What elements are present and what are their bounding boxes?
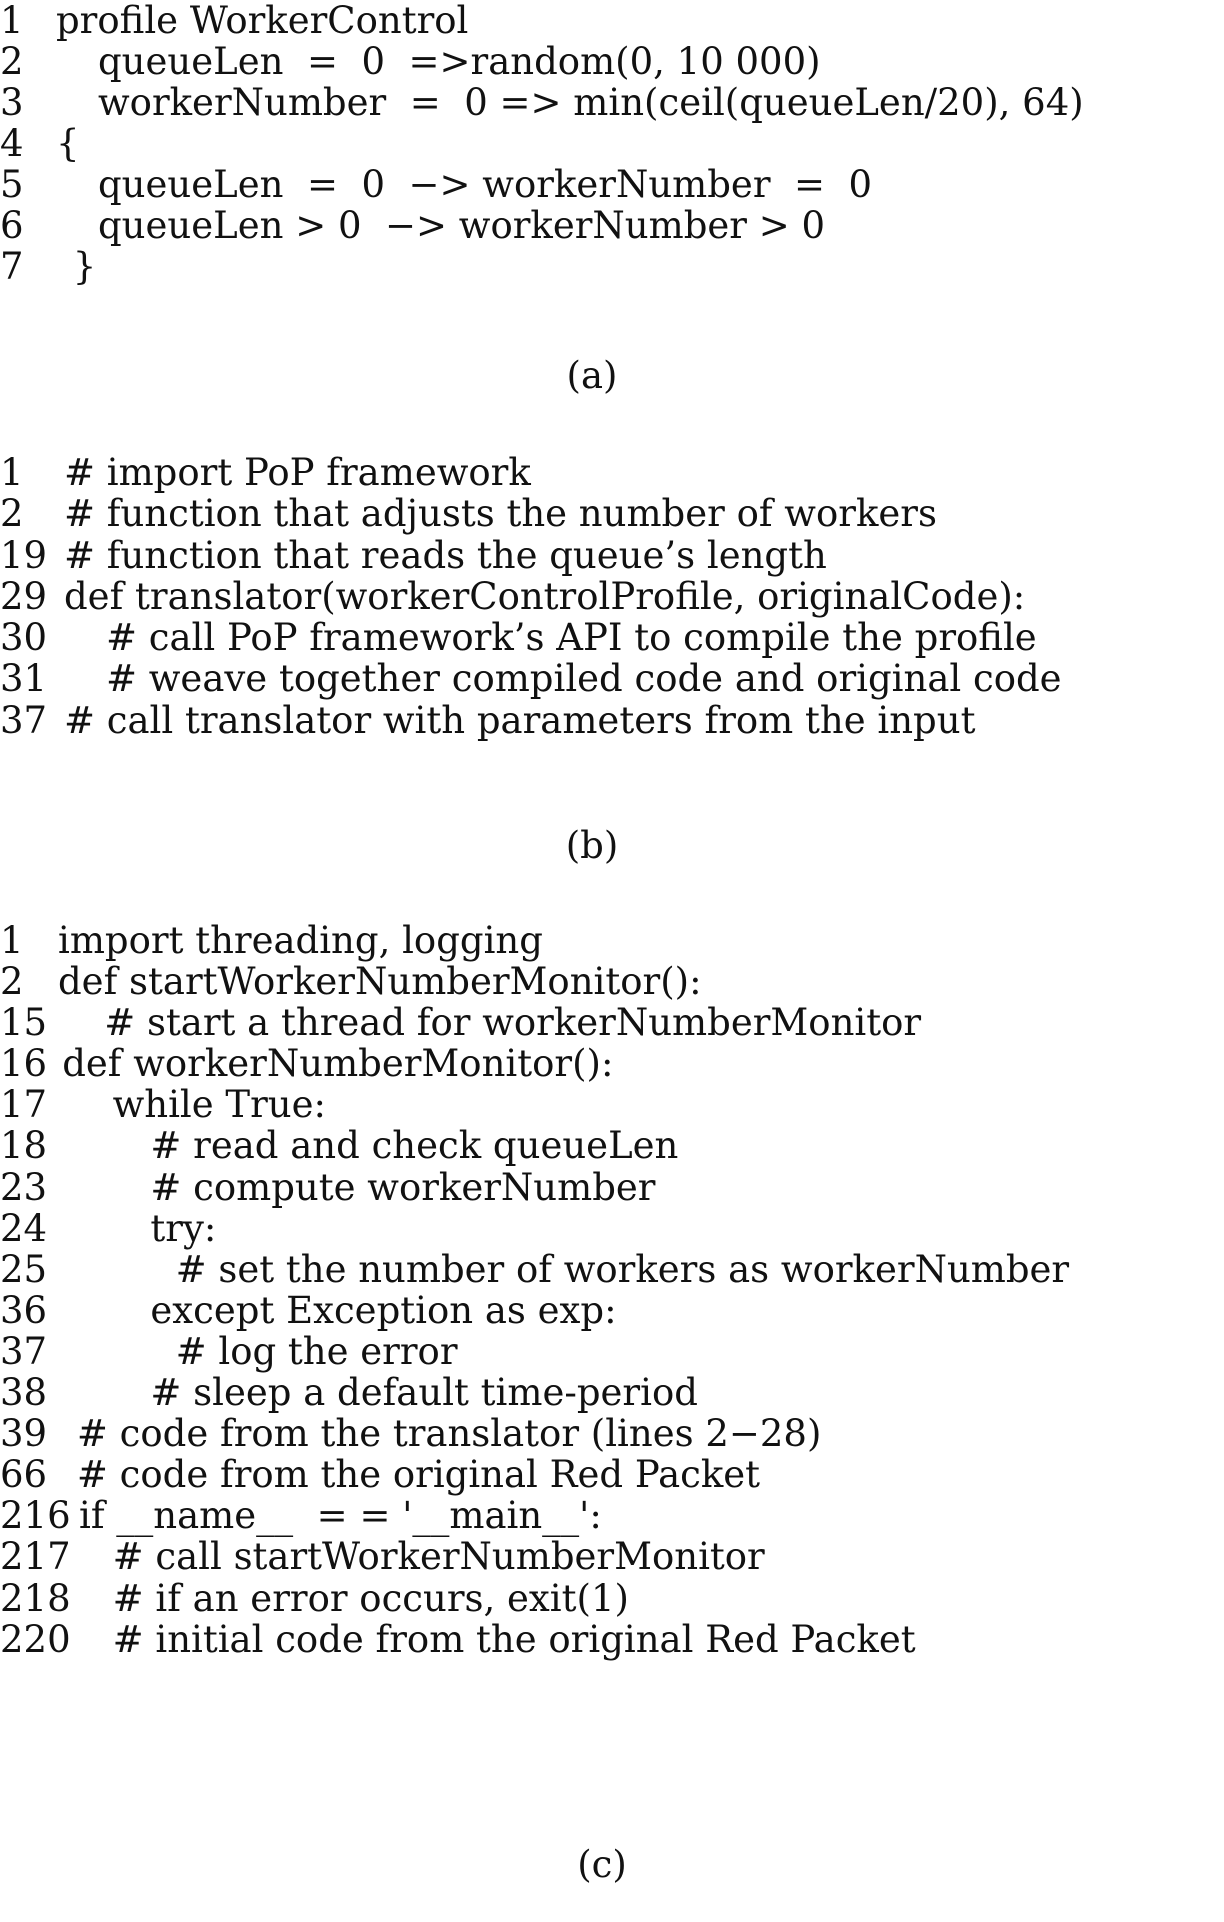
caption-a: (a) [566,354,618,397]
code-text: def translator(workerControlProfile, originalCode): [64,574,1026,618]
code-text: # initial code from the original Red Packet [112,1617,916,1661]
line-number: 66 [0,1453,48,1497]
line-number: 218 [0,1576,71,1620]
line-number: 19 [0,533,48,577]
code-text: # call translator with parameters from the input [64,698,976,742]
line-number: 37 [0,698,48,742]
line-number: 1 [0,919,24,962]
code-text: # function that adjusts the number of workers [64,492,937,536]
code-line [0,1578,1224,1619]
line-number: 15 [0,1001,48,1045]
line-number: 23 [0,1165,48,1209]
code-line [0,452,1224,493]
line-number: 31 [0,657,48,701]
line-number: 217 [0,1535,71,1579]
line-number: 2 [0,492,24,536]
line-number: 3 [0,81,24,124]
code-text: # if an error occurs, exit(1) [112,1576,629,1620]
caption-c: (c) [577,1843,627,1886]
code-text: # call PoP framework’s API to compile the profile [106,616,1037,660]
code-text: # start a thread for workerNumberMonitor [104,1001,922,1045]
code-text: except Exception as exp: [150,1288,617,1332]
code-line [0,1167,1224,1208]
code-text: } [72,245,97,288]
code-line [0,1249,1224,1290]
code-line [0,1619,1224,1660]
line-number: 29 [0,574,48,618]
code-line [0,700,1224,741]
code-line [0,1413,1224,1454]
line-number: 220 [0,1617,71,1661]
line-number: 30 [0,616,48,660]
code-line [0,1125,1224,1166]
code-line [0,82,1224,123]
line-number: 25 [0,1247,48,1291]
code-line [0,1043,1224,1084]
line-number: 4 [0,122,24,165]
code-text: if __name__ = = '__main__': [79,1494,602,1538]
code-text: import threading, logging [58,919,543,962]
line-number: 1 [0,451,24,494]
code-line [0,920,1224,961]
code-line [0,1290,1224,1331]
line-number: 5 [0,163,24,206]
line-number: 6 [0,204,24,247]
code-listing-a [0,0,1224,287]
code-text: # function that reads the queue’s length [64,533,827,577]
code-text: # code from the translator (lines 2−28) [76,1412,822,1456]
line-number: 24 [0,1206,48,1250]
code-line [0,576,1224,617]
code-text: def workerNumberMonitor(): [62,1042,614,1086]
line-number: 216 [0,1494,71,1538]
code-line [0,123,1224,164]
code-line [0,1208,1224,1249]
code-text: # compute workerNumber [150,1165,656,1209]
code-line [0,1331,1224,1372]
code-text: while True: [112,1083,326,1127]
code-text: profile WorkerControl [56,0,469,42]
code-text: # code from the original Red Packet [76,1453,761,1497]
line-number: 16 [0,1042,48,1086]
code-line [0,1495,1224,1536]
line-number: 2 [0,40,24,83]
code-text: # weave together compiled code and original code [106,657,1062,701]
line-number: 1 [0,0,24,42]
code-text: # set the number of workers as workerNumber [175,1247,1070,1291]
code-line [0,1454,1224,1495]
code-text: try: [150,1206,217,1250]
code-line [0,493,1224,534]
code-text: queueLen = 0 −> workerNumber = 0 [98,163,873,206]
code-text: queueLen > 0 −> workerNumber > 0 [98,204,826,247]
line-number: 37 [0,1329,48,1373]
code-line [0,1002,1224,1043]
code-line [0,617,1224,658]
caption-b: (b) [565,824,619,867]
line-number: 2 [0,960,24,1004]
code-text: { [56,122,80,165]
code-line [0,961,1224,1002]
line-number: 39 [0,1412,48,1456]
code-line [0,0,1224,41]
code-line [0,535,1224,576]
line-number: 18 [0,1124,48,1168]
code-text: # log the error [175,1329,458,1373]
code-text: # sleep a default time-period [150,1371,698,1415]
code-text: def startWorkerNumberMonitor(): [58,960,702,1004]
code-line [0,246,1224,287]
code-line [0,205,1224,246]
code-text: # read and check queueLen [150,1124,679,1168]
code-line [0,1084,1224,1125]
code-line [0,1372,1224,1413]
code-text: workerNumber = 0 => min(ceil(queueLen/20), 64) [98,81,1084,124]
code-listing-c [0,920,1224,1660]
code-line [0,658,1224,699]
line-number: 7 [0,245,24,288]
line-number: 38 [0,1371,48,1415]
line-number: 17 [0,1083,48,1127]
code-line [0,164,1224,205]
line-number: 36 [0,1288,48,1332]
code-text: # import PoP framework [64,451,531,494]
code-listing-b [0,452,1224,741]
code-line [0,1536,1224,1577]
code-line [0,41,1224,82]
code-text: queueLen = 0 =>random(0, 10 000) [98,40,821,83]
code-text: # call startWorkerNumberMonitor [112,1535,765,1579]
